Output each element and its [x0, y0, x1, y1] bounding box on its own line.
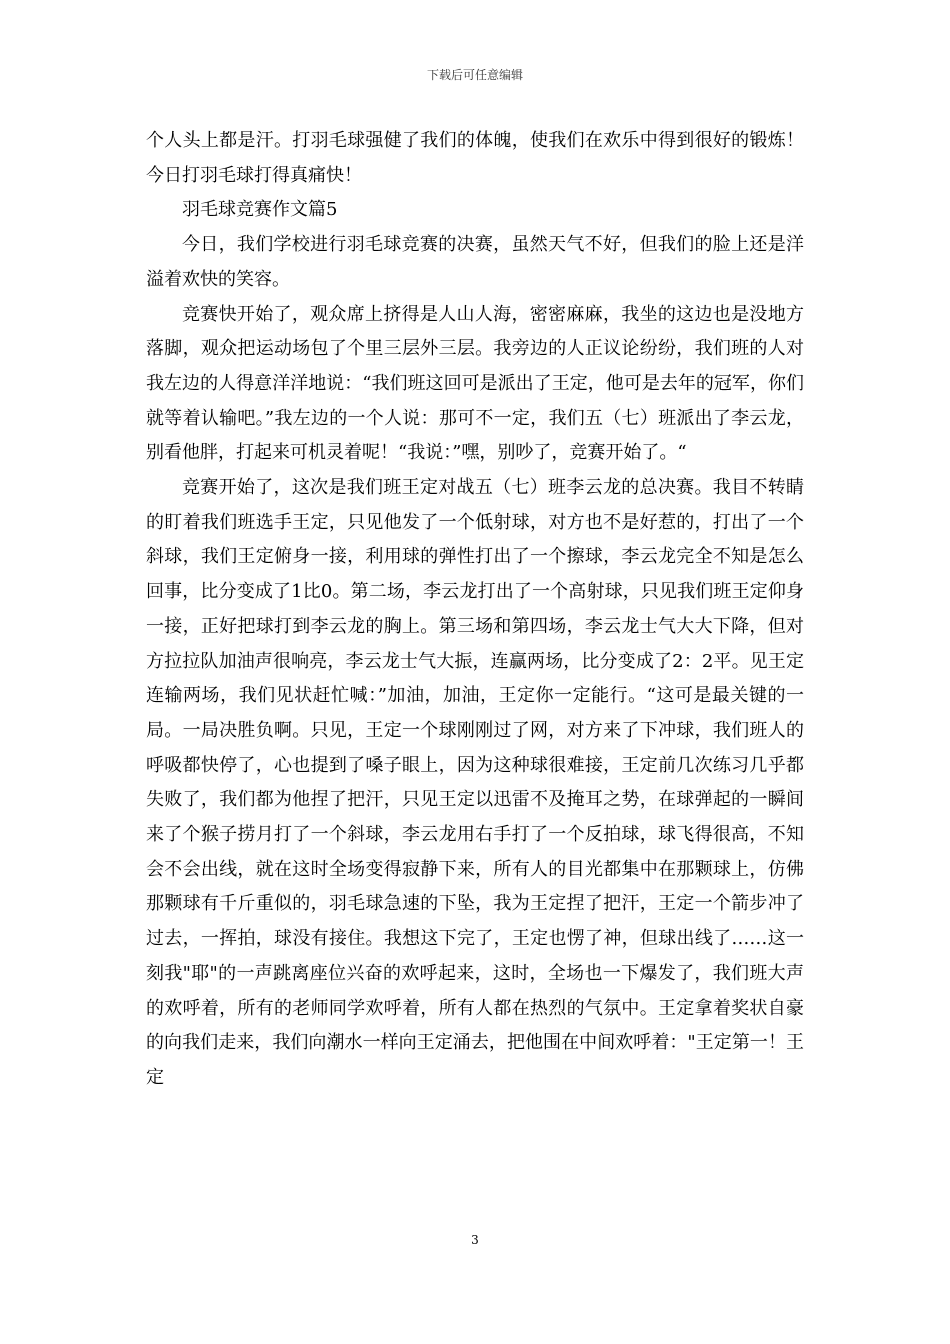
page-number: 3: [471, 1233, 479, 1247]
paragraph-continuation: 个人头上都是汗。打羽毛球强健了我们的体魄，使我们在欢乐中得到很好的锻炼！今日打羽毛球打得真痛快！: [146, 130, 804, 186]
document-body: [146, 124, 804, 1096]
page-header: 下载后可任意编辑: [426, 68, 523, 82]
paragraph: 今日，我们学校进行羽毛球竞赛的决赛，虽然天气不好，但我们的脸上还是洋溢着欢快的笑容。: [146, 234, 804, 290]
paragraph: 竞赛开始了，这次是我们班王定对战五（七）班李云龙的总决赛。我目不转睛的盯着我们班选手王定，只见他发了一个低射球，对方也不是好惹的，打出了一个斜球，我们王定俯身一接，利用球的弹性打出了一个擦球，李云龙完全不知是怎么回事，比分变成了1比0。第二场，李云龙打出了一个高射球，只见我们班王定仰身一接，正好把球打到李云龙的胸上。第三场和第四场，李云龙士气大大下降，但对方拉拉队加油声很响亮，李云龙士气大振，连赢两场，比分变成了2：2平。见王定连输两场，我们见状赶忙喊：”加油，加油，王定你一定能行。“这可是最关键的一局。一局决胜负啊。只见，王定一个球刚刚过了网，对方来了下冲球，我们班人的呼吸都快停了，心也提到了嗓子眼上，因为这种球很难接，王定前几次练习几乎都失败了，我们都为他捏了把汗，只见王定以迅雷不及掩耳之势，在球弹起的一瞬间来了个猴子捞月打了一个斜球，李云龙用右手打了一个反拍球，球飞得很高，不知会不会出线，就在这时全场变得寂静下来，所有人的目光都集中在那颗球上，仿佛那颗球有千斤重似的，羽毛球急速的下坠，我为王定捏了把汗，王定一个箭步冲了过去，一挥拍，球没有接住。我想这下完了，王定也愣了神，但球出线了……这一刻我"耶"的一声跳离座位兴奋的欢呼起来，这时，全场也一下爆发了，我们班大声的欢呼着，所有的老师同学欢呼着，所有人都在热烈的气氛中。王定拿着奖状自豪的向我们走来，我们向潮水一样向王定涌去，把他围在中间欢呼着："王定第一！王定: [146, 477, 804, 1088]
paragraph: 竞赛快开始了，观众席上挤得是人山人海，密密麻麻，我坐的这边也是没地方落脚，观众把运动场包了个里三层外三层。我旁边的人正议论纷纷，我们班的人对我左边的人得意洋洋地说：“我们班这回可是派出了王定，他可是去年的冠军，你们就等着认输吧。”我左边的一个人说：那可不一定，我们五（七）班派出了李云龙，别看他胖，打起来可机灵着呢！“我说：”嘿，别吵了，竞赛开始了。“: [146, 303, 804, 464]
section-heading: 羽毛球竞赛作文篇5: [182, 199, 338, 221]
